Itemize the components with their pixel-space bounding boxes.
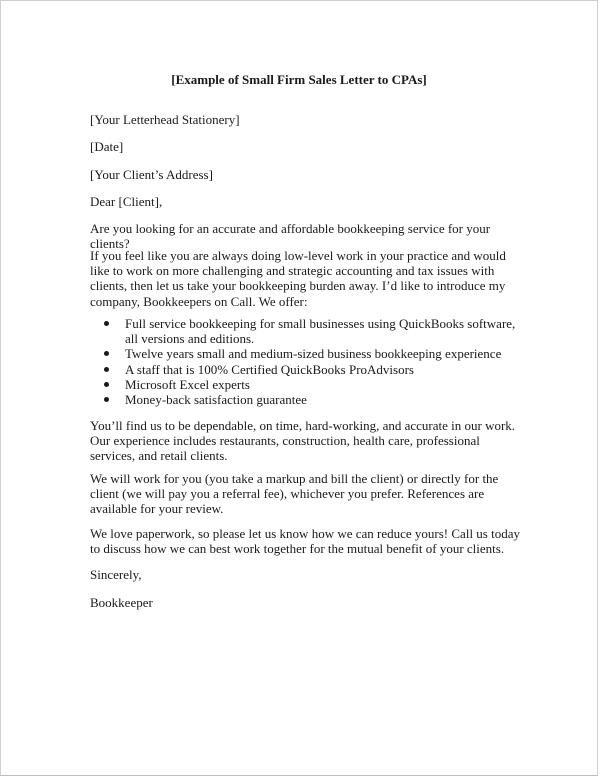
list-item bbox=[90, 377, 525, 392]
date-placeholder: [Date] bbox=[90, 139, 124, 154]
list-item-text: Full service bookkeeping for small businesses using QuickBooks software, all versions and editions. bbox=[125, 316, 516, 347]
billing-paragraph: We will work for you (you take a markup and bill the client) or directly for the client (we will pay you a referral fee), whichever you prefer. References are available for your review. bbox=[90, 471, 499, 517]
closing: Sincerely, bbox=[90, 567, 142, 582]
call-to-action-paragraph: We love paperwork, so please let us know how we can reduce yours! Call us today to discuss how we can best work together for the mutual benefit of your clients. bbox=[90, 526, 520, 557]
list-item-text: Money-back satisfaction guarantee bbox=[125, 392, 307, 408]
intro-paragraph: If you feel like you are always doing low-level work in your practice and would like to work on more challenging and strategic accounting and tax issues with clients, then let us take your bookkeeping burden away. I’d like to introduce my company, Bookkeepers on Call. We offer: bbox=[90, 248, 506, 309]
salutation: Dear [Client], bbox=[90, 194, 163, 209]
list-item bbox=[90, 392, 525, 407]
list-item bbox=[90, 316, 525, 346]
list-item bbox=[90, 362, 525, 377]
list-item-text: A staff that is 100% Certified QuickBooks ProAdvisors bbox=[125, 361, 414, 377]
list-item-text: Microsoft Excel experts bbox=[125, 376, 250, 392]
bullet-icon bbox=[104, 321, 109, 326]
intro-question: Are you looking for an accurate and affordable bookkeeping service for your clients? bbox=[90, 221, 491, 252]
letterhead-placeholder: [Your Letterhead Stationery] bbox=[90, 112, 240, 127]
letter-title: [Example of Small Firm Sales Letter to CPAs] bbox=[171, 72, 427, 87]
services-list bbox=[90, 316, 525, 407]
dependability-paragraph: You’ll find us to be dependable, on time, hard-working, and accurate in our work. Our experience includes restaurants, construction, health care, professional services, and retail clients. bbox=[90, 418, 516, 464]
list-item-text: Twelve years small and medium-sized business bookkeeping experience bbox=[125, 346, 502, 362]
bullet-icon bbox=[104, 397, 109, 402]
bullet-icon bbox=[104, 382, 109, 387]
signature: Bookkeeper bbox=[90, 595, 153, 610]
list-item bbox=[90, 346, 525, 361]
bullet-icon bbox=[104, 351, 109, 356]
client-address-placeholder: [Your Client’s Address] bbox=[90, 167, 213, 182]
bullet-icon bbox=[104, 367, 109, 372]
